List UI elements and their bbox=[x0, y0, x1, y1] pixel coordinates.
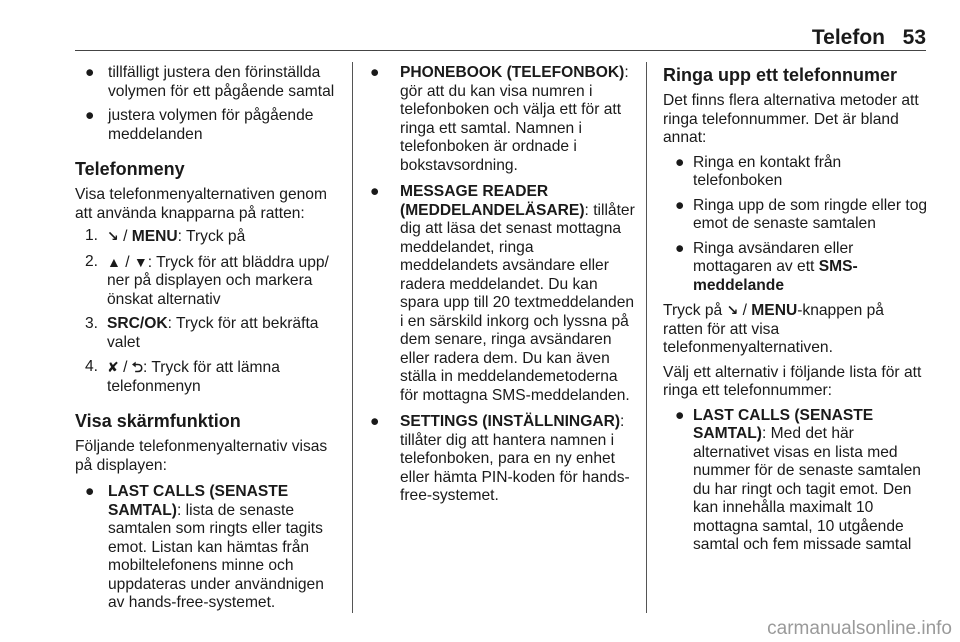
column-2 bbox=[370, 64, 635, 506]
bullet-icon: ● bbox=[370, 413, 380, 430]
call-icon: ↘ bbox=[726, 302, 739, 318]
list-item: ● PHONEBOOK (TELEFONBOK): gör att du kan visa numren i telefonboken och välja ett för att ringa ett samtal. Namnen i telefonboken är ordnade i bokstavsordning. bbox=[370, 64, 629, 174]
bullet-icon: ● bbox=[85, 107, 95, 124]
end-call-icon: ✘ bbox=[107, 359, 119, 375]
bullet-icon: ● bbox=[85, 64, 95, 81]
column-divider-1 bbox=[352, 62, 353, 613]
step-3: 3. SRC/OK: Tryck för att bekräfta valet bbox=[85, 315, 319, 351]
call-options-list bbox=[663, 407, 928, 555]
list-item: ● Ringa upp de som ringde eller tog emot de senaste samtalen bbox=[675, 196, 928, 232]
list-item: ● justera volymen för pågående meddelanden bbox=[85, 107, 314, 143]
list-item: ● Ringa en kontakt från telefonboken bbox=[675, 153, 842, 189]
choose-instruction: Välj ett alternativ i följande lista för att ringa ett telefonnummer: bbox=[663, 363, 922, 399]
bullet-icon: ● bbox=[675, 239, 685, 257]
list-item: ● SETTINGS (INSTÄLLNINGAR): tillåter dig att hantera namnen i telefonboken, para en ny enhet eller hämta PIN-koden för hands-free-systemet. bbox=[370, 413, 630, 504]
step-4: 4. ✘ / ⮌: Tryck för att lämna telefonmenyn bbox=[85, 358, 280, 395]
bullet-icon: ● bbox=[370, 183, 380, 200]
bullet-icon: ● bbox=[85, 483, 95, 500]
list-item: ● MESSAGE READER (MEDDELANDELÄSARE): tillåter dig att läsa det senast mottagna meddelandet, ringa meddelandets avsändare eller radera meddelandet. Du kan spara upp till 20 textmeddelanden i en särskild inkorg och lyssna på dem senare, ringa avsändaren eller radera dem. Du kan även ställa in meddelandemetoderna för mottagna SMS-meddelanden. bbox=[370, 183, 635, 404]
call-methods-list bbox=[663, 154, 928, 296]
heading-ringa-upp: Ringa upp ett telefonnumer bbox=[663, 65, 897, 85]
step-1: 1. ↘ / MENU: Tryck på bbox=[85, 227, 246, 245]
menu-intro: Visa telefonmenyalternativen genom att använda knapparna på ratten: bbox=[75, 186, 327, 222]
bullet-icon: ● bbox=[675, 196, 685, 214]
call-icon: ↘ bbox=[107, 228, 119, 244]
display-intro: Följande telefonmenyalternativ visas på displayen: bbox=[75, 438, 328, 474]
bullet-icon: ● bbox=[370, 64, 380, 81]
column-3 bbox=[663, 64, 928, 555]
page-header bbox=[0, 0, 960, 51]
back-icon: ⮌ bbox=[131, 359, 143, 375]
column-divider-2 bbox=[646, 62, 647, 613]
watermark: carmanualsonline.info bbox=[767, 618, 952, 639]
bullet-icon: ● bbox=[675, 153, 685, 171]
list-item: ● Ringa avsändaren eller mottagaren av ett SMS-meddelande bbox=[675, 239, 858, 294]
arrow-up-icon: ▲ bbox=[107, 253, 121, 270]
header-rule bbox=[75, 50, 926, 51]
page-number: 53 bbox=[902, 26, 926, 49]
call-intro: Det finns flera alternativa metoder att ringa telefonnummer. Det är bland annat: bbox=[663, 92, 919, 146]
list-item: ● LAST CALLS (SENASTE SAMTAL): Med det här alternativet visas en lista med nummer för de senaste samtalen du har ringt och tagit emot. Den kan innehålla maximalt 10 mottagna samtal, 10 utgående samtal och fem missade samtal bbox=[675, 406, 921, 553]
step-2: 2. ▲ / ▼: Tryck för att bläddra upp/ ner på displayen och markera önskat alternativ bbox=[85, 252, 329, 308]
list-item: ● tillfälligt justera den förinställda volymen för ett pågående samtal bbox=[85, 64, 335, 100]
bullet-icon: ● bbox=[675, 406, 685, 424]
page-title: Telefon bbox=[811, 26, 885, 49]
column-1 bbox=[75, 64, 342, 613]
press-instruction: Tryck på ↘ / MENU-knappen på ratten för att visa telefonmenyalternativen. bbox=[663, 302, 884, 356]
arrow-down-icon: ▼ bbox=[133, 253, 148, 270]
list-item: ● LAST CALLS (SENASTE SAMTAL): lista de senaste samtalen som ringts eller tagits emot. Listan kan hämtas från mobiltelefonens minne och uppdateras under användnigen av hands-free-systemet. bbox=[85, 483, 324, 611]
heading-telefonmeny: Telefonmeny bbox=[75, 159, 185, 179]
heading-visa-skarmfunktion: Visa skärmfunktion bbox=[75, 411, 241, 431]
